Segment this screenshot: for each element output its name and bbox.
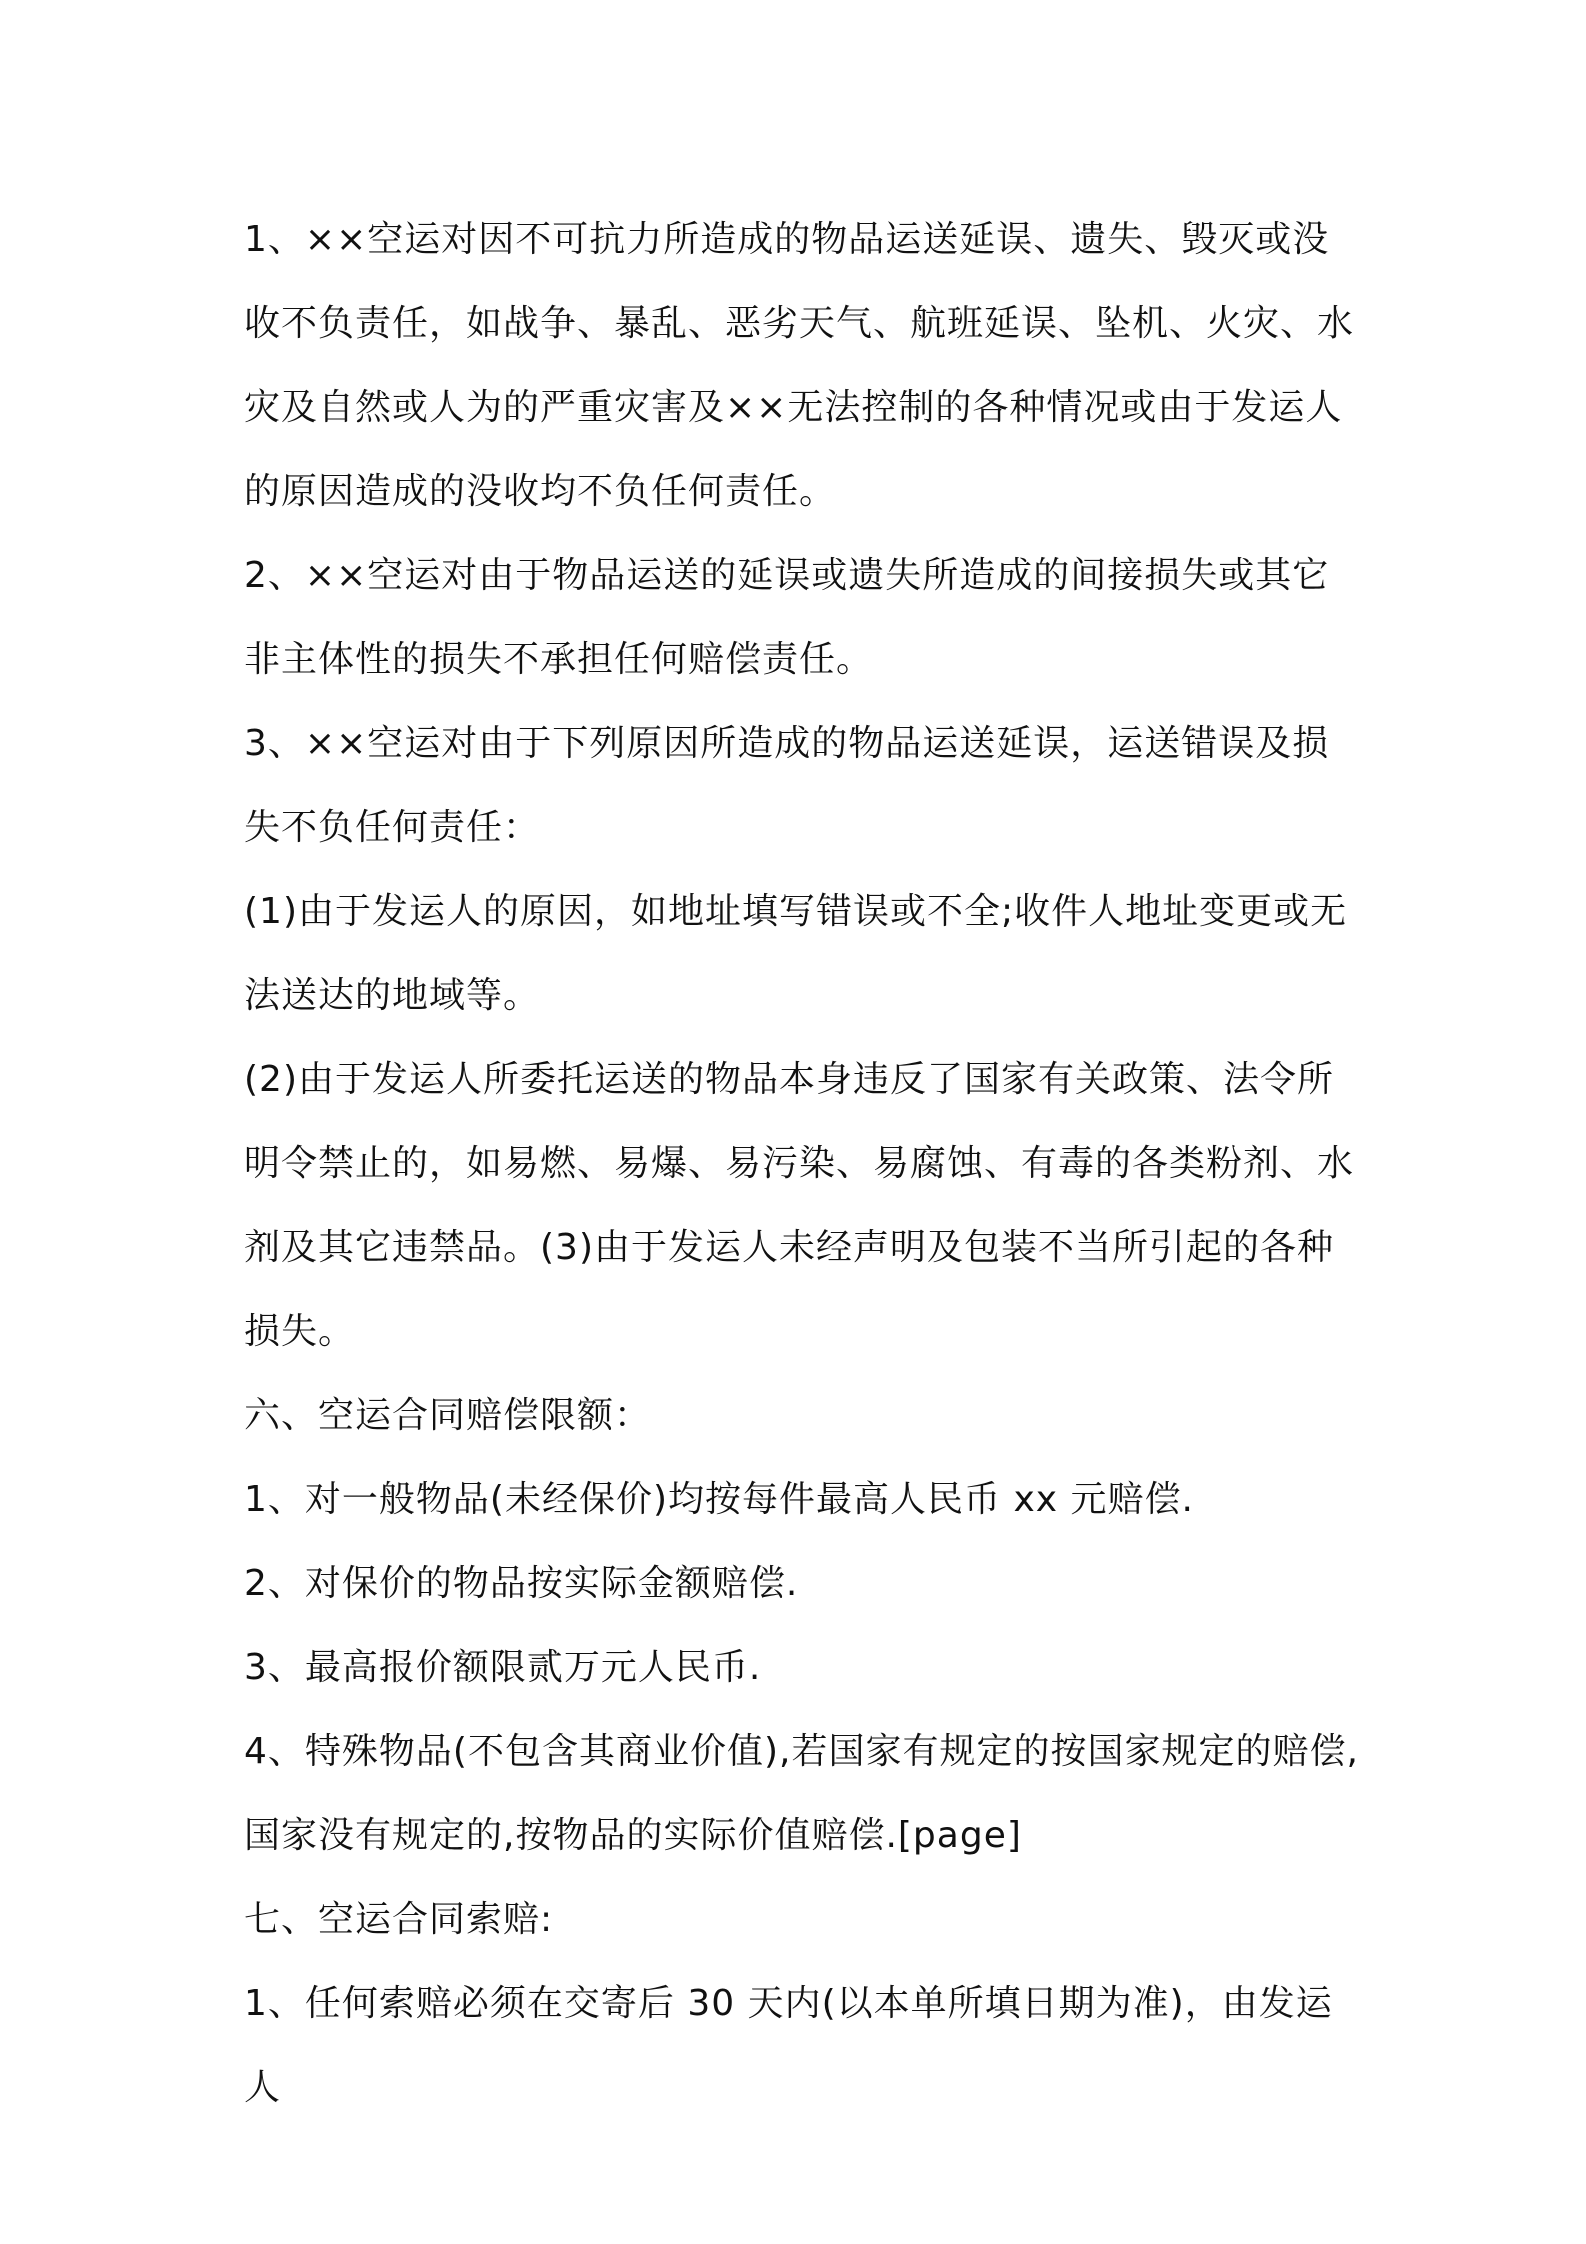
limit-item-1: 1、对一般物品(未经保价)均按每件最高人民币 xx 元赔偿. bbox=[244, 1479, 1194, 1520]
clause-exemption-1: (1)由于发运人的原因，如地址填写错误或不全;收件人地址变更或无法送达的地域等。 bbox=[244, 891, 1348, 1016]
limit-item-4: 4、特殊物品(不包含其商业价值),若国家有规定的按国家规定的赔偿,国家没有规定的,按物品的实际价值赔偿.[page] bbox=[244, 1731, 1359, 1856]
clause-force-majeure: 1、××空运对因不可抗力所造成的物品运送延误、遗失、毁灭或没收不负责任，如战争、暴乱、恶劣天气、航班延误、坠机、火灾、水灾及自然或人为的严重灾害及××无法控制的各种情况或由于发运人的原因造成的没收均不负任何责任。 bbox=[244, 219, 1355, 512]
claim-item-1: 1、任何索赔必须在交寄后 30 天内(以本单所填日期为准)，由发运人 bbox=[244, 1983, 1333, 2108]
document-body bbox=[244, 198, 1364, 2130]
clause-exemption-2-3: (2)由于发运人所委托运送的物品本身违反了国家有关政策、法令所明令禁止的，如易燃、易爆、易污染、易腐蚀、有毒的各类粉剂、水剂及其它违禁品。(3)由于发运人未经声明及包装不当所引起的各种损失。 bbox=[244, 1059, 1355, 1352]
limit-item-3: 3、最高报价额限贰万元人民币. bbox=[244, 1647, 762, 1688]
section-heading-compensation-limit: 六、空运合同赔偿限额： bbox=[244, 1395, 652, 1436]
clause-exemptions-intro: 3、××空运对由于下列原因所造成的物品运送延误，运送错误及损失不负任何责任： bbox=[244, 723, 1330, 848]
limit-item-2: 2、对保价的物品按实际金额赔偿. bbox=[244, 1563, 799, 1604]
section-heading-claims: 七、空运合同索赔: bbox=[244, 1899, 554, 1940]
clause-indirect-loss: 2、××空运对由于物品运送的延误或遗失所造成的间接损失或其它非主体性的损失不承担任何赔偿责任。 bbox=[244, 555, 1330, 680]
